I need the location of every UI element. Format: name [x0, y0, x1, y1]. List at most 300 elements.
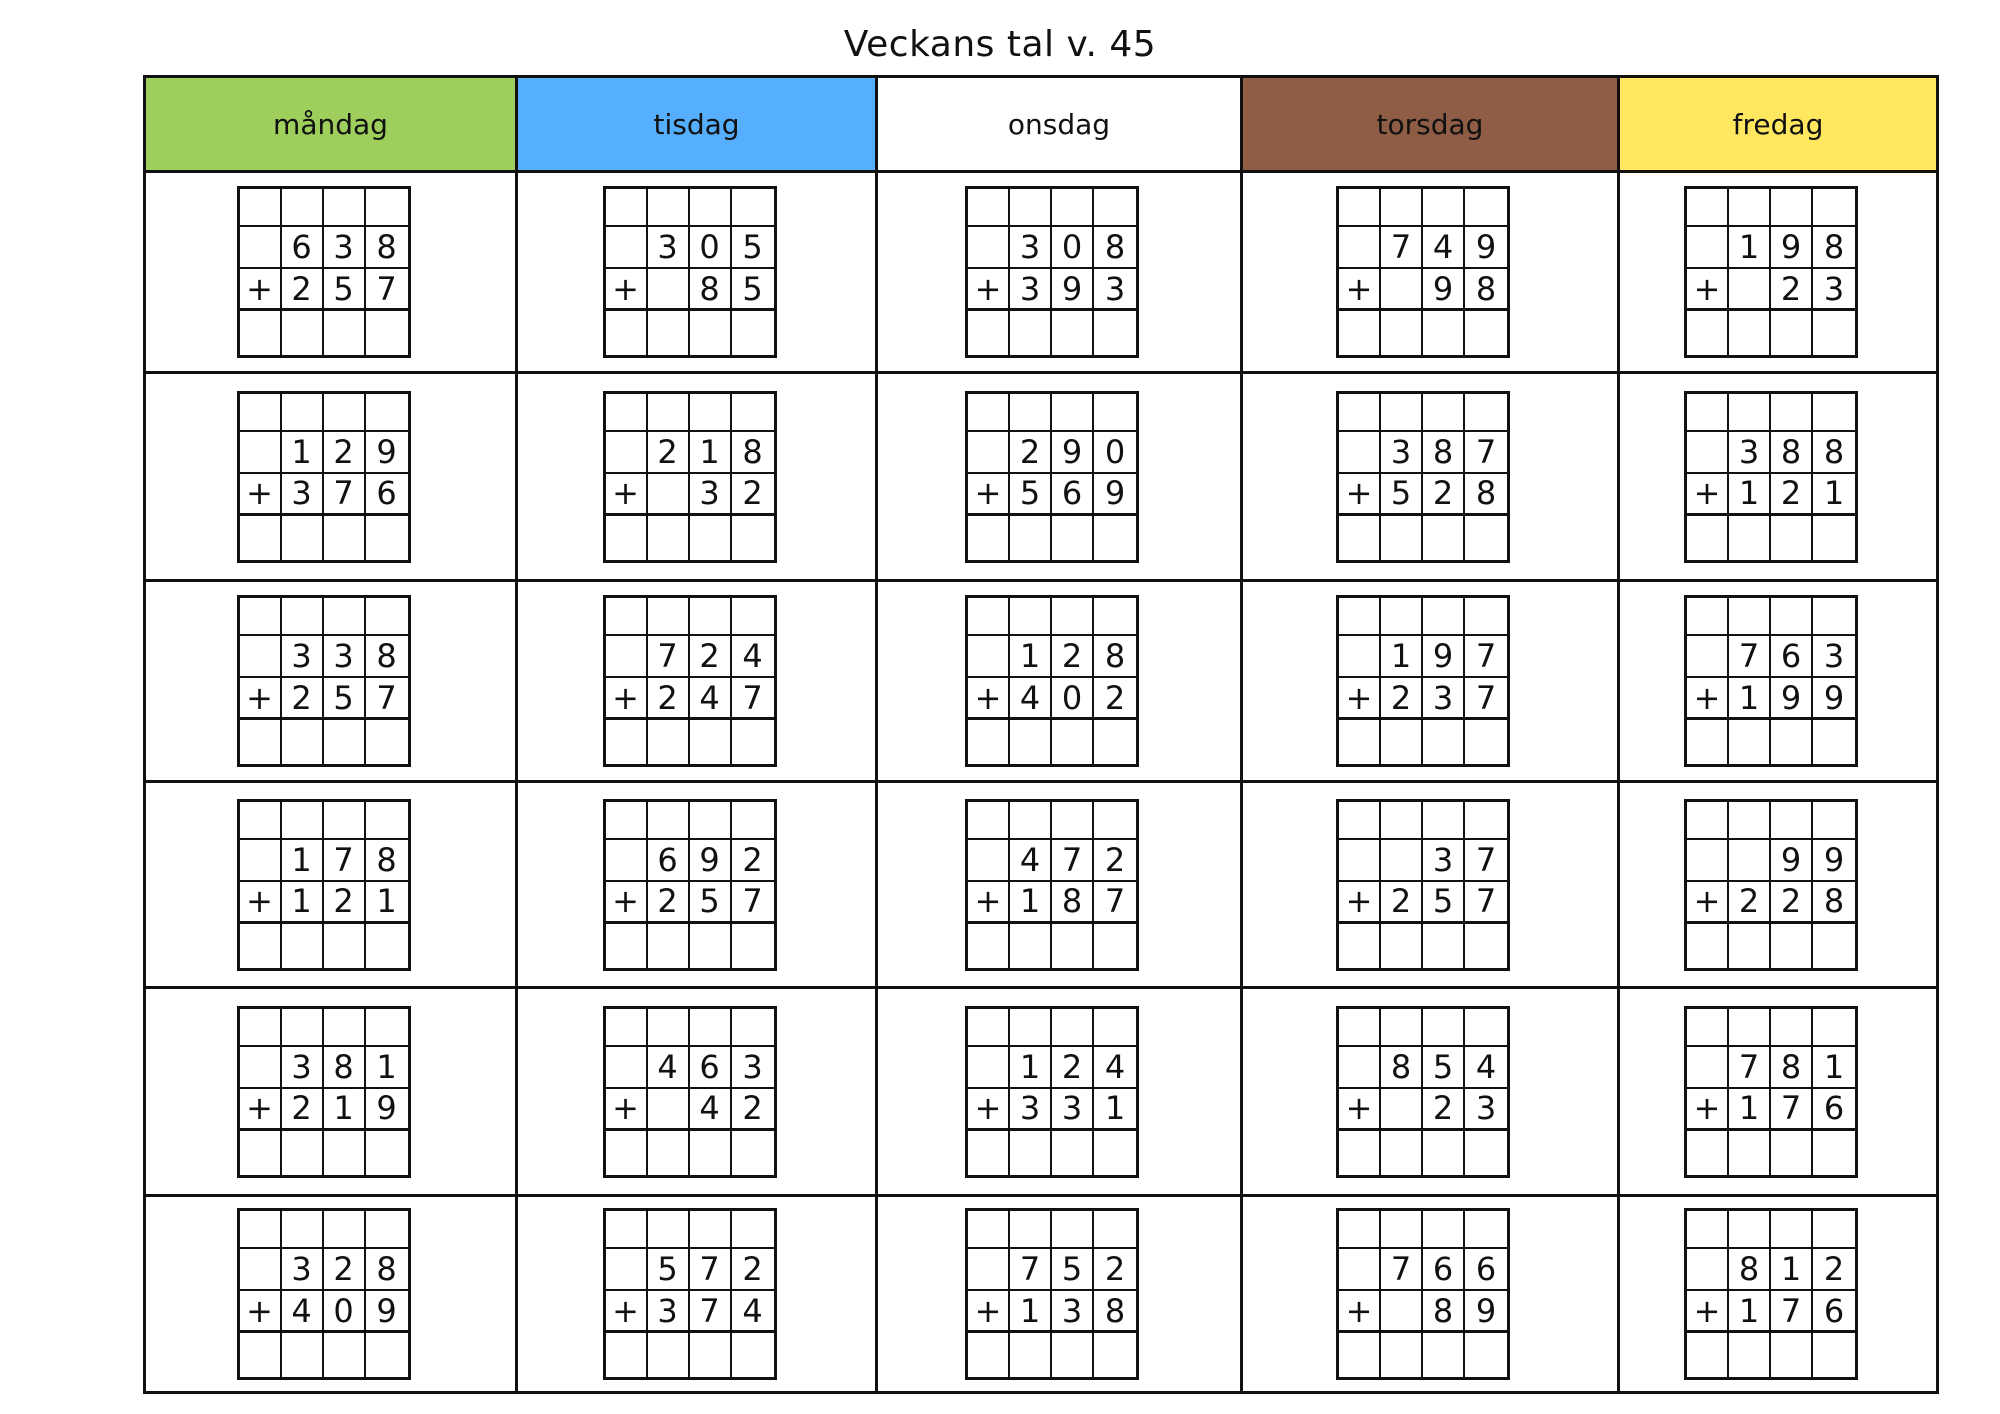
digit-box: 7	[1465, 432, 1507, 474]
carry-box[interactable]	[240, 1009, 282, 1047]
carry-box[interactable]	[1423, 394, 1465, 432]
carry-box[interactable]	[1010, 189, 1052, 227]
digit-box	[1381, 269, 1423, 311]
answer-box[interactable]	[1052, 516, 1094, 560]
carry-box[interactable]	[648, 1009, 690, 1047]
plus-sign: +	[968, 678, 1010, 720]
answer-box[interactable]	[606, 924, 648, 968]
answer-box[interactable]	[1729, 1333, 1771, 1377]
carry-box[interactable]	[366, 598, 408, 636]
carry-box[interactable]	[282, 1211, 324, 1249]
carry-box[interactable]	[1771, 1211, 1813, 1249]
answer-box[interactable]	[648, 1333, 690, 1377]
carry-box[interactable]	[366, 189, 408, 227]
answer-box[interactable]	[1813, 924, 1855, 968]
answer-box[interactable]	[1094, 311, 1136, 355]
problem-cell	[1620, 173, 1936, 374]
carry-box[interactable]	[968, 598, 1010, 636]
digit-box: 7	[690, 1249, 732, 1291]
plus-sign: +	[606, 1291, 648, 1333]
answer-box[interactable]	[1465, 1333, 1507, 1377]
answer-box[interactable]	[324, 720, 366, 764]
answer-box[interactable]	[968, 516, 1010, 560]
carry-box[interactable]	[1771, 598, 1813, 636]
carry-box[interactable]	[1010, 394, 1052, 432]
carry-box[interactable]	[1052, 802, 1094, 840]
carry-box[interactable]	[1094, 394, 1136, 432]
answer-box[interactable]	[240, 720, 282, 764]
problem-cell	[518, 1197, 878, 1391]
carry-box[interactable]	[282, 598, 324, 636]
carry-box[interactable]	[1381, 394, 1423, 432]
digit-box: 8	[324, 1047, 366, 1089]
answer-box[interactable]	[1094, 720, 1136, 764]
carry-box[interactable]	[240, 394, 282, 432]
answer-box[interactable]	[282, 924, 324, 968]
carry-box[interactable]	[606, 598, 648, 636]
digit-box: 6	[648, 840, 690, 882]
carry-box[interactable]	[1339, 598, 1381, 636]
answer-box[interactable]	[1687, 311, 1729, 355]
answer-box[interactable]	[1687, 516, 1729, 560]
answer-box[interactable]	[1687, 1333, 1729, 1377]
answer-box[interactable]	[282, 1333, 324, 1377]
carry-box[interactable]	[648, 598, 690, 636]
answer-box[interactable]	[1729, 924, 1771, 968]
carry-box[interactable]	[1423, 1211, 1465, 1249]
answer-box[interactable]	[1465, 1131, 1507, 1175]
carry-box[interactable]	[1052, 1211, 1094, 1249]
answer-box[interactable]	[1094, 1333, 1136, 1377]
digit-box	[240, 227, 282, 269]
carry-box[interactable]	[1381, 1009, 1423, 1047]
carry-box[interactable]	[1771, 189, 1813, 227]
carry-box[interactable]	[366, 394, 408, 432]
carry-box[interactable]	[1052, 598, 1094, 636]
carry-box[interactable]	[1813, 802, 1855, 840]
answer-box[interactable]	[732, 924, 774, 968]
answer-box[interactable]	[240, 924, 282, 968]
digit-box: 7	[1771, 1089, 1813, 1131]
answer-box[interactable]	[1687, 720, 1729, 764]
carry-box[interactable]	[282, 802, 324, 840]
digit-box: 9	[1771, 678, 1813, 720]
addition-grid	[237, 1208, 411, 1380]
answer-box[interactable]	[282, 1131, 324, 1175]
carry-box[interactable]	[324, 598, 366, 636]
answer-box[interactable]	[1094, 924, 1136, 968]
carry-box[interactable]	[1423, 1009, 1465, 1047]
carry-box[interactable]	[1729, 394, 1771, 432]
answer-box[interactable]	[1010, 924, 1052, 968]
answer-box[interactable]	[366, 1131, 408, 1175]
answer-box[interactable]	[1813, 311, 1855, 355]
carry-box[interactable]	[1094, 1009, 1136, 1047]
answer-box[interactable]	[324, 924, 366, 968]
answer-box[interactable]	[1094, 516, 1136, 560]
carry-box[interactable]	[1687, 802, 1729, 840]
answer-box[interactable]	[1010, 1131, 1052, 1175]
carry-box[interactable]	[1729, 598, 1771, 636]
carry-box[interactable]	[282, 394, 324, 432]
carry-box[interactable]	[1729, 802, 1771, 840]
answer-box[interactable]	[324, 1333, 366, 1377]
carry-box[interactable]	[606, 394, 648, 432]
carry-box[interactable]	[968, 1211, 1010, 1249]
answer-box[interactable]	[732, 311, 774, 355]
carry-box[interactable]	[648, 394, 690, 432]
carry-box[interactable]	[1010, 802, 1052, 840]
digit-box	[648, 1089, 690, 1131]
answer-box[interactable]	[1687, 1131, 1729, 1175]
answer-box[interactable]	[282, 311, 324, 355]
digit-box: 9	[1771, 227, 1813, 269]
carry-box[interactable]	[1813, 1211, 1855, 1249]
answer-box[interactable]	[1465, 516, 1507, 560]
carry-box[interactable]	[732, 394, 774, 432]
digit-box: 7	[1465, 840, 1507, 882]
answer-box[interactable]	[968, 924, 1010, 968]
answer-box[interactable]	[1423, 720, 1465, 764]
answer-box[interactable]	[1771, 516, 1813, 560]
answer-box[interactable]	[1381, 1333, 1423, 1377]
carry-box[interactable]	[282, 1009, 324, 1047]
digit-box: 7	[690, 1291, 732, 1333]
answer-box[interactable]	[968, 1131, 1010, 1175]
answer-box[interactable]	[606, 1333, 648, 1377]
digit-box	[1339, 432, 1381, 474]
answer-box[interactable]	[1339, 516, 1381, 560]
carry-box[interactable]	[1339, 1009, 1381, 1047]
answer-box[interactable]	[366, 311, 408, 355]
carry-box[interactable]	[690, 1009, 732, 1047]
problem-cell	[146, 582, 518, 783]
answer-box[interactable]	[1052, 1333, 1094, 1377]
digit-box: 1	[690, 432, 732, 474]
answer-box[interactable]	[690, 720, 732, 764]
answer-box[interactable]	[282, 516, 324, 560]
digit-box: 8	[690, 269, 732, 311]
answer-box[interactable]	[1729, 516, 1771, 560]
answer-box[interactable]	[606, 1131, 648, 1175]
answer-box[interactable]	[1465, 311, 1507, 355]
carry-box[interactable]	[240, 598, 282, 636]
carry-box[interactable]	[690, 598, 732, 636]
addition-grid	[1684, 1208, 1858, 1380]
answer-box[interactable]	[690, 1131, 732, 1175]
carry-box[interactable]	[1465, 1009, 1507, 1047]
answer-box[interactable]	[1771, 1333, 1813, 1377]
plus-sign: +	[1687, 678, 1729, 720]
answer-box[interactable]	[324, 311, 366, 355]
carry-box[interactable]	[606, 1009, 648, 1047]
answer-box[interactable]	[1339, 1333, 1381, 1377]
answer-box[interactable]	[1339, 720, 1381, 764]
digit-box: 1	[1813, 1047, 1855, 1089]
answer-box[interactable]	[1010, 516, 1052, 560]
addition-grid	[603, 799, 777, 971]
plus-sign: +	[240, 1291, 282, 1333]
answer-box[interactable]	[648, 720, 690, 764]
carry-box[interactable]	[1010, 1009, 1052, 1047]
carry-box[interactable]	[1465, 1211, 1507, 1249]
carry-box[interactable]	[1729, 189, 1771, 227]
answer-box[interactable]	[732, 1131, 774, 1175]
digit-box: 5	[648, 1249, 690, 1291]
carry-box[interactable]	[1052, 189, 1094, 227]
digit-box: 4	[1010, 840, 1052, 882]
digit-box: 1	[1729, 1089, 1771, 1131]
carry-box[interactable]	[1729, 1211, 1771, 1249]
carry-box[interactable]	[1813, 189, 1855, 227]
answer-box[interactable]	[1465, 924, 1507, 968]
carry-box[interactable]	[968, 394, 1010, 432]
digit-box: 7	[732, 882, 774, 924]
digit-box	[606, 432, 648, 474]
carry-box[interactable]	[606, 802, 648, 840]
carry-box[interactable]	[1813, 1009, 1855, 1047]
carry-box[interactable]	[282, 189, 324, 227]
answer-box[interactable]	[606, 311, 648, 355]
carry-box[interactable]	[240, 189, 282, 227]
answer-box[interactable]	[1010, 1333, 1052, 1377]
answer-box[interactable]	[1771, 311, 1813, 355]
answer-box[interactable]	[1423, 311, 1465, 355]
day-header-torsdag: torsdag	[1243, 78, 1620, 173]
carry-box[interactable]	[240, 802, 282, 840]
answer-box[interactable]	[1052, 311, 1094, 355]
digit-box: 1	[1010, 1047, 1052, 1089]
carry-box[interactable]	[1771, 802, 1813, 840]
answer-box[interactable]	[1771, 720, 1813, 764]
carry-box[interactable]	[1094, 189, 1136, 227]
answer-box[interactable]	[1729, 311, 1771, 355]
answer-box[interactable]	[648, 1131, 690, 1175]
carry-box[interactable]	[1729, 1009, 1771, 1047]
plus-sign: +	[1687, 1291, 1729, 1333]
answer-box[interactable]	[240, 1131, 282, 1175]
answer-box[interactable]	[1052, 720, 1094, 764]
carry-box[interactable]	[648, 1211, 690, 1249]
answer-box[interactable]	[1052, 1131, 1094, 1175]
answer-box[interactable]	[240, 516, 282, 560]
answer-box[interactable]	[648, 311, 690, 355]
answer-box[interactable]	[1465, 720, 1507, 764]
addition-grid	[603, 186, 777, 358]
carry-box[interactable]	[1813, 598, 1855, 636]
answer-box[interactable]	[690, 1333, 732, 1377]
carry-box[interactable]	[648, 802, 690, 840]
answer-box[interactable]	[1381, 516, 1423, 560]
digit-box: 7	[1052, 840, 1094, 882]
answer-box[interactable]	[606, 720, 648, 764]
answer-box[interactable]	[1381, 720, 1423, 764]
problem-cell	[1620, 374, 1936, 582]
carry-box[interactable]	[968, 1009, 1010, 1047]
carry-box[interactable]	[1381, 802, 1423, 840]
answer-box[interactable]	[1423, 1333, 1465, 1377]
carry-box[interactable]	[1052, 394, 1094, 432]
answer-box[interactable]	[1687, 924, 1729, 968]
answer-box[interactable]	[1813, 516, 1855, 560]
answer-box[interactable]	[366, 1333, 408, 1377]
carry-box[interactable]	[1687, 1009, 1729, 1047]
carry-box[interactable]	[1381, 189, 1423, 227]
digit-box	[968, 432, 1010, 474]
carry-box[interactable]	[1339, 189, 1381, 227]
carry-box[interactable]	[606, 189, 648, 227]
carry-box[interactable]	[240, 1211, 282, 1249]
carry-box[interactable]	[648, 189, 690, 227]
digit-box: 3	[1813, 636, 1855, 678]
carry-box[interactable]	[1339, 1211, 1381, 1249]
carry-box[interactable]	[1423, 189, 1465, 227]
plus-sign: +	[1339, 269, 1381, 311]
digit-box: 4	[732, 636, 774, 678]
problem-cell	[146, 173, 518, 374]
answer-box[interactable]	[968, 1333, 1010, 1377]
answer-box[interactable]	[1052, 924, 1094, 968]
plus-sign: +	[606, 882, 648, 924]
answer-box[interactable]	[1729, 1131, 1771, 1175]
carry-box[interactable]	[1010, 1211, 1052, 1249]
answer-box[interactable]	[690, 924, 732, 968]
carry-box[interactable]	[1381, 1211, 1423, 1249]
carry-box[interactable]	[606, 1211, 648, 1249]
carry-box[interactable]	[1465, 189, 1507, 227]
carry-box[interactable]	[324, 189, 366, 227]
digit-box: 1	[1010, 882, 1052, 924]
answer-box[interactable]	[732, 1333, 774, 1377]
answer-box[interactable]	[1339, 1131, 1381, 1175]
carry-box[interactable]	[1465, 394, 1507, 432]
digit-box: 3	[282, 1249, 324, 1291]
carry-box[interactable]	[732, 1211, 774, 1249]
answer-box[interactable]	[648, 924, 690, 968]
carry-box[interactable]	[1339, 394, 1381, 432]
digit-box	[240, 432, 282, 474]
answer-box[interactable]	[366, 924, 408, 968]
answer-box[interactable]	[366, 516, 408, 560]
carry-box[interactable]	[1423, 802, 1465, 840]
carry-box[interactable]	[732, 598, 774, 636]
answer-box[interactable]	[1381, 311, 1423, 355]
answer-box[interactable]	[1729, 720, 1771, 764]
plus-sign: +	[1687, 474, 1729, 516]
digit-box: 2	[1094, 678, 1136, 720]
carry-box[interactable]	[690, 1211, 732, 1249]
carry-box[interactable]	[968, 189, 1010, 227]
digit-box: 2	[324, 882, 366, 924]
digit-box	[606, 1249, 648, 1291]
answer-box[interactable]	[732, 516, 774, 560]
digit-box: 0	[324, 1291, 366, 1333]
answer-box[interactable]	[1423, 924, 1465, 968]
answer-box[interactable]	[240, 311, 282, 355]
answer-box[interactable]	[282, 720, 324, 764]
carry-box[interactable]	[732, 1009, 774, 1047]
answer-box[interactable]	[324, 516, 366, 560]
carry-box[interactable]	[732, 802, 774, 840]
answer-box[interactable]	[240, 1333, 282, 1377]
answer-box[interactable]	[1339, 311, 1381, 355]
carry-box[interactable]	[968, 802, 1010, 840]
carry-box[interactable]	[690, 802, 732, 840]
carry-box[interactable]	[1771, 1009, 1813, 1047]
carry-box[interactable]	[1465, 598, 1507, 636]
digit-box: 2	[1052, 636, 1094, 678]
answer-box[interactable]	[690, 311, 732, 355]
answer-box[interactable]	[648, 516, 690, 560]
carry-box[interactable]	[366, 802, 408, 840]
digit-box: 2	[324, 432, 366, 474]
answer-box[interactable]	[1771, 924, 1813, 968]
answer-box[interactable]	[690, 516, 732, 560]
carry-box[interactable]	[690, 189, 732, 227]
answer-box[interactable]	[1771, 1131, 1813, 1175]
digit-box: 7	[324, 840, 366, 882]
carry-box[interactable]	[1465, 802, 1507, 840]
answer-box[interactable]	[968, 311, 1010, 355]
carry-box[interactable]	[324, 802, 366, 840]
digit-box: 8	[366, 227, 408, 269]
carry-box[interactable]	[1813, 394, 1855, 432]
digit-box: 3	[1423, 840, 1465, 882]
carry-box[interactable]	[324, 394, 366, 432]
carry-box[interactable]	[1687, 1211, 1729, 1249]
answer-box[interactable]	[1094, 1131, 1136, 1175]
carry-box[interactable]	[1381, 598, 1423, 636]
answer-box[interactable]	[732, 720, 774, 764]
carry-box[interactable]	[1771, 394, 1813, 432]
answer-box[interactable]	[1813, 1333, 1855, 1377]
carry-box[interactable]	[690, 394, 732, 432]
carry-box[interactable]	[1094, 802, 1136, 840]
answer-box[interactable]	[1813, 1131, 1855, 1175]
carry-box[interactable]	[1094, 598, 1136, 636]
answer-box[interactable]	[1423, 516, 1465, 560]
carry-box[interactable]	[1094, 1211, 1136, 1249]
answer-box[interactable]	[324, 1131, 366, 1175]
answer-box[interactable]	[1381, 1131, 1423, 1175]
answer-box[interactable]	[1010, 311, 1052, 355]
carry-box[interactable]	[324, 1009, 366, 1047]
digit-box: 5	[690, 882, 732, 924]
carry-box[interactable]	[732, 189, 774, 227]
answer-box[interactable]	[1423, 1131, 1465, 1175]
answer-box[interactable]	[1813, 720, 1855, 764]
carry-box[interactable]	[1052, 1009, 1094, 1047]
carry-box[interactable]	[366, 1211, 408, 1249]
carry-box[interactable]	[1687, 189, 1729, 227]
answer-box[interactable]	[1010, 720, 1052, 764]
carry-box[interactable]	[366, 1009, 408, 1047]
answer-box[interactable]	[606, 516, 648, 560]
carry-box[interactable]	[1687, 598, 1729, 636]
answer-box[interactable]	[1339, 924, 1381, 968]
answer-box[interactable]	[366, 720, 408, 764]
answer-box[interactable]	[1381, 924, 1423, 968]
carry-box[interactable]	[1423, 598, 1465, 636]
carry-box[interactable]	[1010, 598, 1052, 636]
carry-box[interactable]	[1339, 802, 1381, 840]
digit-box: 8	[732, 432, 774, 474]
digit-box: 7	[732, 678, 774, 720]
carry-box[interactable]	[1687, 394, 1729, 432]
digit-box: 9	[366, 432, 408, 474]
answer-box[interactable]	[968, 720, 1010, 764]
carry-box[interactable]	[324, 1211, 366, 1249]
